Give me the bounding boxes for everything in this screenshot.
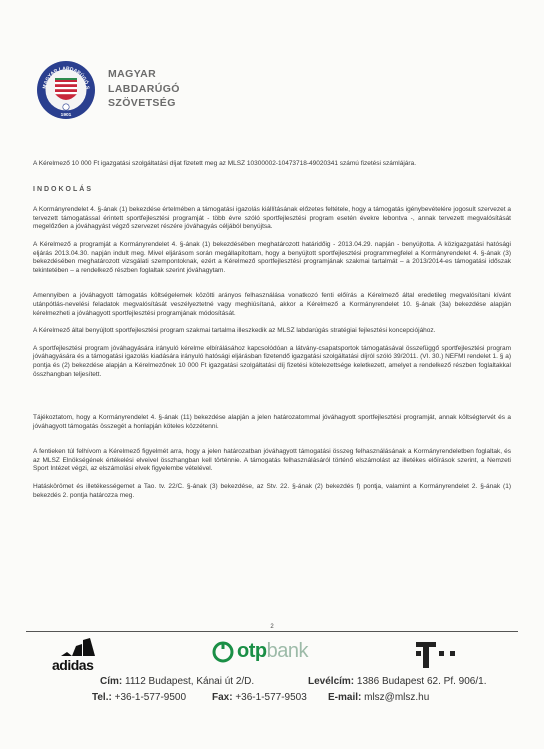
email-label: E-mail: <box>328 692 362 703</box>
adidas-wordmark: adidas <box>52 657 94 673</box>
address-value: 1112 Budapest, Kánai út 2/D. <box>125 676 255 687</box>
fax-label: Fax: <box>212 692 233 703</box>
paragraph-5: A sportfejlesztési program jóváhagyására irányuló kérelme elbírálásához kapcsolódóan a látvány-csapatsportok támogatásával összefüggő sportfejlesztési program jóváhagyására és a támogatási igazolás kiadására irányuló hatósági eljárásban fizetendő igazgatási szolgáltatási díjról szóló 39/2011. (VI. 30.) NEFMI rendelet 1. § a) pontja és (2) bekezdése alapján a Kérelmezőnek 10 000 Ft igazgatási szolgáltatási díj fizetési kötelezettsége keletkezett, amelyet a rendelkező részben foglaltakkal összhangban teljesített. <box>33 344 511 378</box>
org-name-line3: SZÖVETSÉG <box>108 97 176 109</box>
paragraph-3: Amennyiben a jóváhagyott támogatás költségelemek közötti arányos felhasználása vonatkozó fenti előírás a Kérelmező által eredetileg megvalósítani kívánt utánpótlás-nevelési feladatok megvalósítását veszélyeztetné vagy meghiúsítaná, akkor a Kérelmező a Kormányrendelet 10. §-ának (3a) bekezdése alapján kérelmezheti a jóváhagyott sportfejlesztési programjának módosítását. <box>33 292 511 317</box>
page-number: 2 <box>270 624 274 630</box>
paragraph-1: A Kormányrendelet 4. §-ának (1) bekezdése értelmében a támogatási igazolás kiállításának előzetes feltétele, hogy a támogatás igénybevételére jogosult szervezet a tervezett támogatással érintett sportfejlesztési programját - több évre szóló sportfejlesztési program esetén évekre lebontva -, annak tervezett megvalósítását megelőzően a jóváhagyást végző szervezet részére jóváhagyás céljából benyújtsa. <box>33 206 511 231</box>
document-body <box>33 160 511 500</box>
email <box>328 692 429 703</box>
fee-paragraph: A Kérelmező 10 000 Ft igazgatási szolgáltatási díjat fizetett meg az MLSZ 10300002-10473718-49020341 számú fizetési számlájára. <box>33 160 416 167</box>
paragraph-7: A fentieken túl felhívom a Kérelmező figyelmét arra, hogy a jelen határozatban jóváhagyott támogatási összeg felhasználásának a Kormányrendeletben foglaltak, és az MLSZ Elnökségének értékelési elveivel összhangban kell történnie. A támogatás felhasználásáról történő elszámolást az illetékes előírások szerint, a Nemzeti Sport Intézet végzi, az elszámolási elvek figyelembe vételével. <box>33 448 511 473</box>
address-label: Cím: <box>100 676 123 687</box>
otp-wordmark: otp <box>237 640 267 662</box>
section-heading: INDOKOLÁS <box>33 185 93 193</box>
otp-logo-icon <box>212 641 234 663</box>
seal-text: MAGYAR LABDARÚGÓ S <box>41 65 91 90</box>
email-link[interactable]: mlsz@mlsz.hu <box>364 692 430 703</box>
phone-value: +36-1-577-9500 <box>114 692 187 703</box>
org-name-line1: MAGYAR <box>108 68 157 80</box>
postal-address-value: 1386 Budapest 62. Pf. 906/1. <box>356 676 487 687</box>
fax-value: +36-1-577-9503 <box>235 692 307 703</box>
footer-divider <box>26 631 518 632</box>
otp-logo <box>212 640 308 663</box>
postal-address-label: Levélcím: <box>308 676 355 687</box>
address <box>100 676 254 687</box>
seal-year: 1901 <box>60 113 72 118</box>
paragraph-2: A Kérelmező a programját a Kormányrendelet 4. §-ának (1) bekezdésében meghatározott határidőig - 2013.04.29. napján - benyújtotta. A közigazgatási hatósági eljárás 2013.04.30. napján indult meg. Mivel eljárásom során megállapítottam, hogy a benyújtott sportfejlesztési programmegfelel a Kormányrendelet 4. §-ának (3) bekezdésében meghatározott vizsgálati szempontoknak, ezért a Kérelmező sportfejlesztési programjának szakmai tartalmát – a 2013/2014-es támogatási időszak tekintetében – a rendelkező részben foglaltak szerint jóváhagytam. <box>33 240 511 274</box>
letterhead <box>36 60 180 120</box>
fax <box>212 692 307 703</box>
paragraph-8: Hatáskörömet és illetékességemet a Tao. tv. 22/C. §-ának (3) bekezdése, az Stv. 22. §-ának (2) bekezdés f) pontja, valamint a Kormányrendelet 2. §-ának (1) bekezdés 2. pontja határozza meg. <box>33 483 511 499</box>
paragraph-6: Tájékoztatom, hogy a Kormányrendelet 4. §-ának (11) bekezdése alapján a jelen határozatommal jóváhagyott sportfejlesztési programját, annak költségtervét és a jóváhagyott támogatás összegét a honlapján köteles közzétenni. <box>33 414 511 430</box>
mlsz-seal-icon <box>36 60 96 120</box>
telekom-logo-icon <box>412 638 462 670</box>
phone <box>92 692 186 703</box>
postal-address <box>308 676 486 687</box>
otp-bank-wordmark: bank <box>266 640 308 662</box>
org-name <box>108 67 180 111</box>
paragraph-4: A Kérelmező által benyújtott sportfejlesztési program szakmai tartalma illeszkedik az MLSZ labdarúgás stratégiai fejlesztési koncepciójához. <box>33 327 436 335</box>
org-name-line2: LABDARÚGÓ <box>108 82 180 95</box>
phone-label: Tel.: <box>92 692 112 703</box>
